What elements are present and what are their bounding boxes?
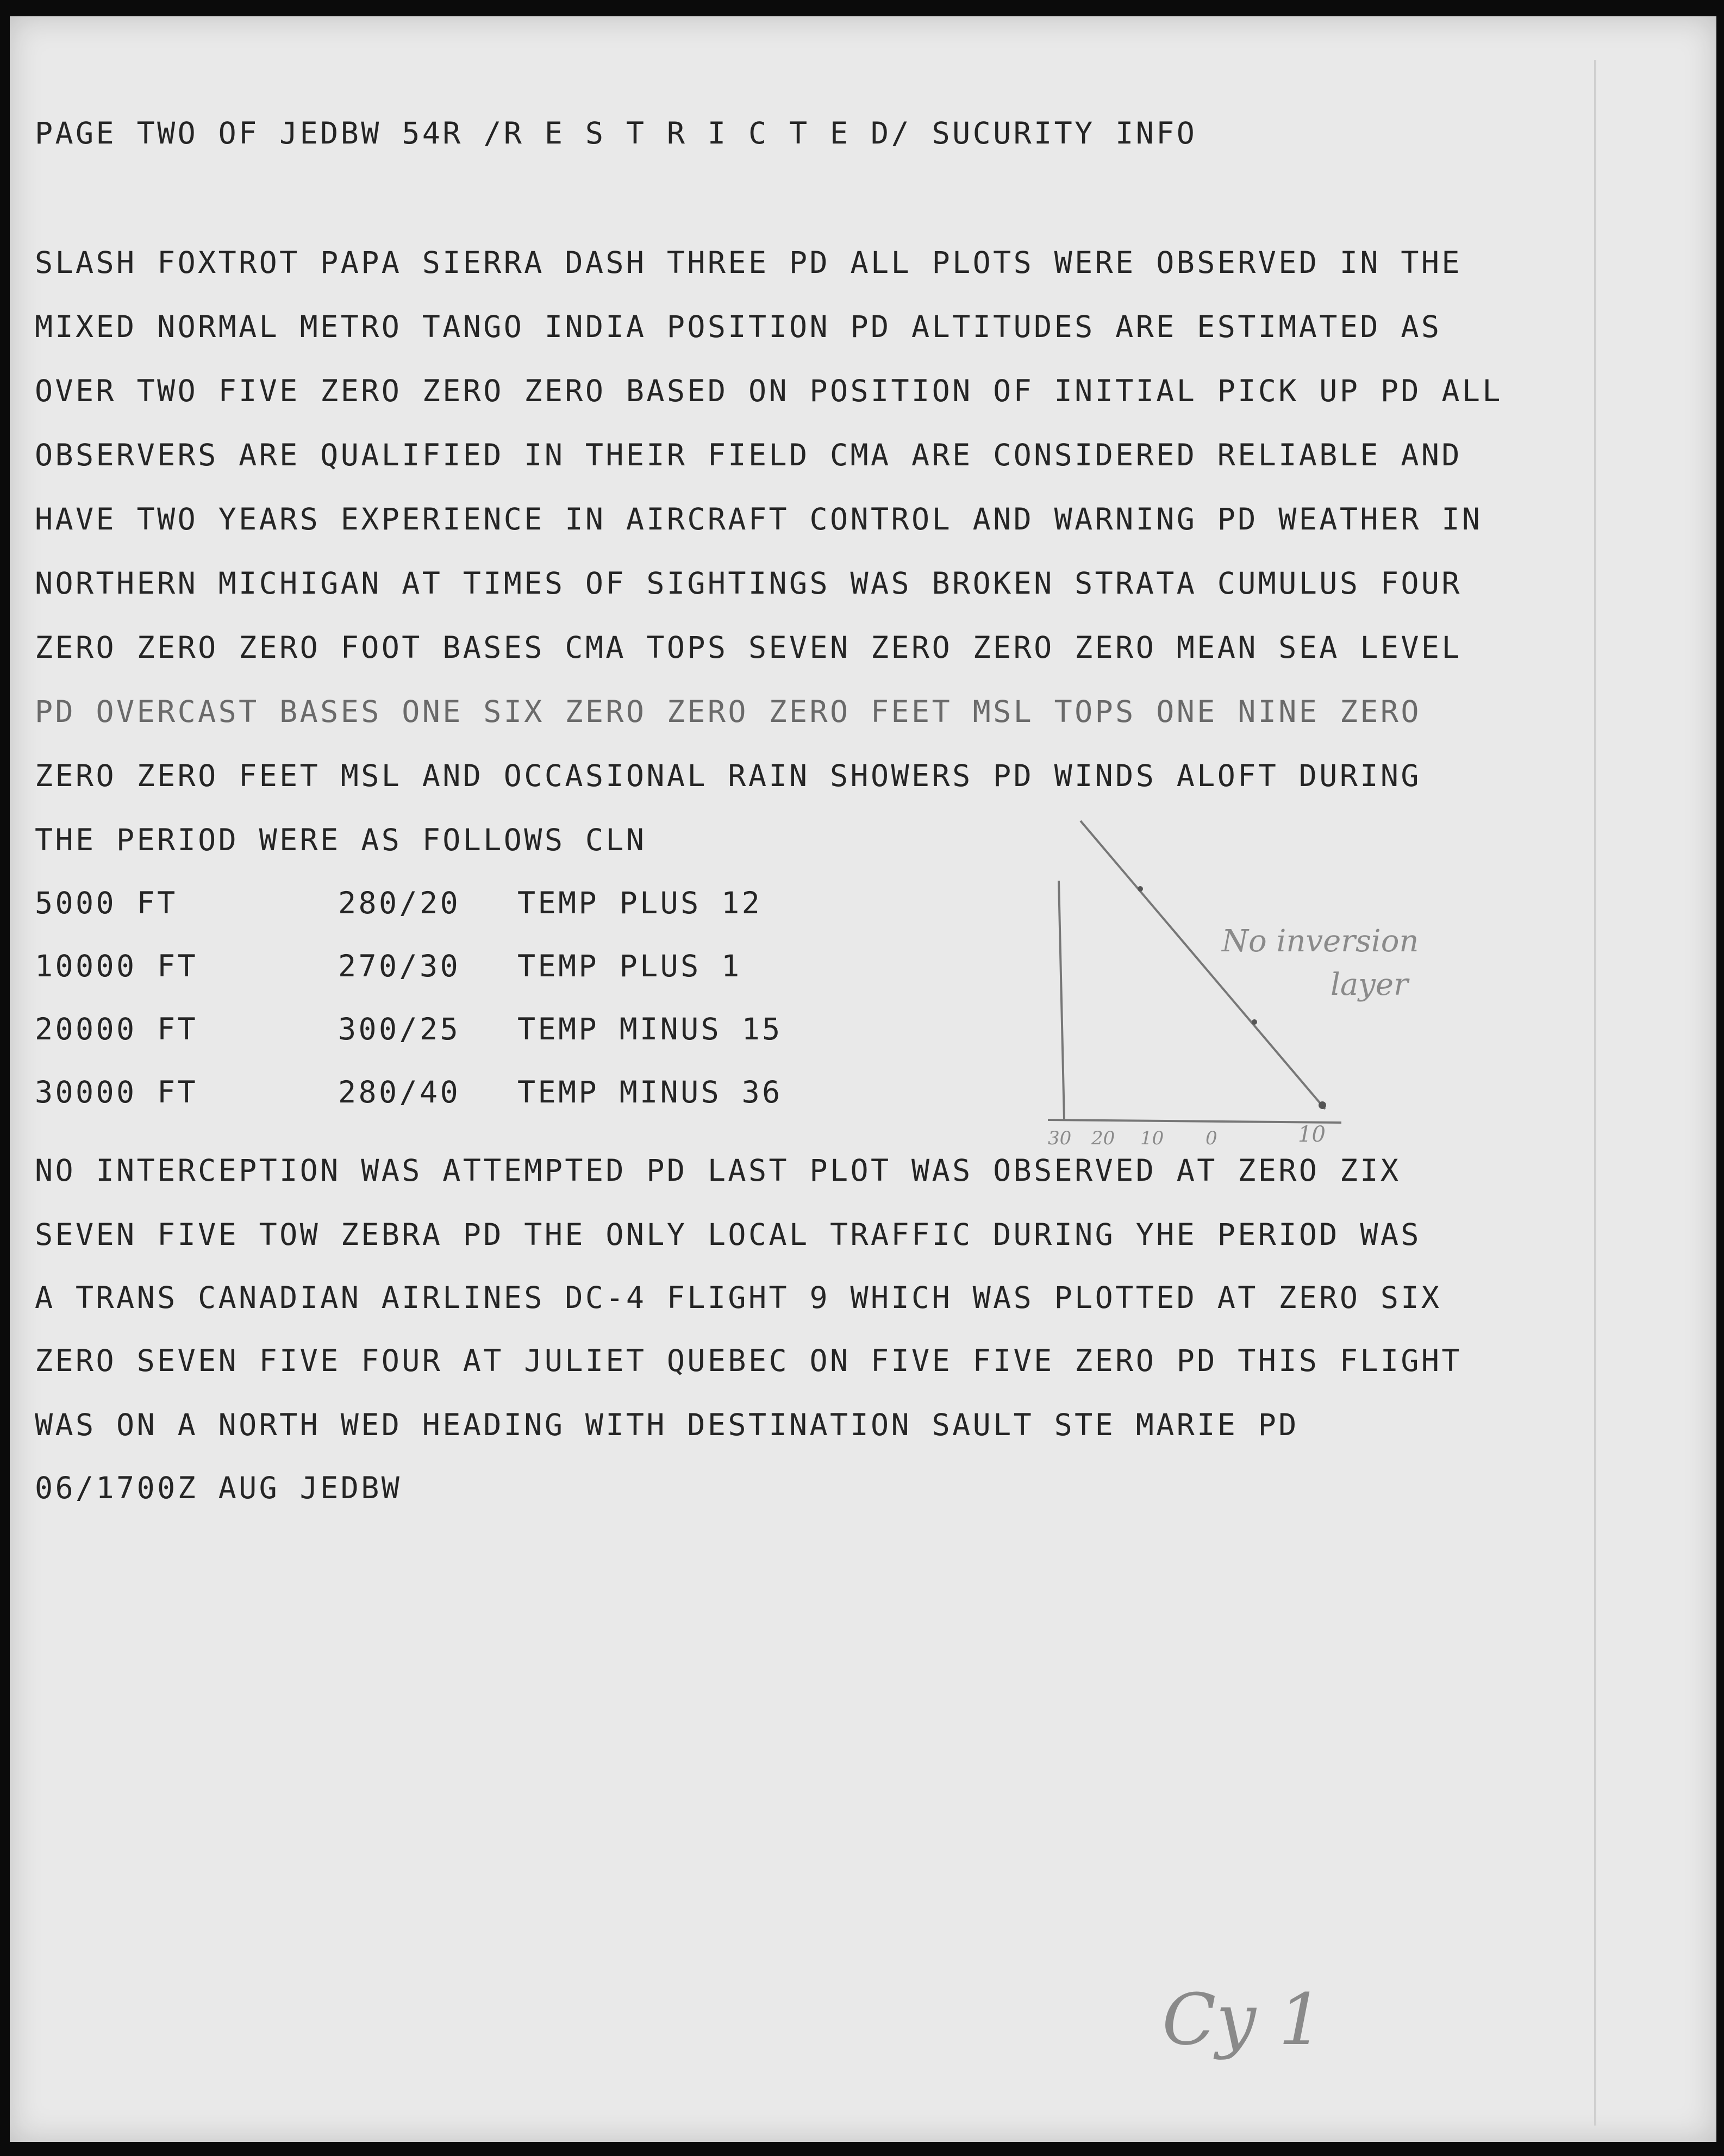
winds-temperature: TEMP PLUS 12	[517, 886, 763, 920]
body-line: SLASH FOXTROT PAPA SIERRA DASH THREE PD ALL PLOTS WERE OBSERVED IN THE	[35, 245, 1462, 280]
winds-altitude: 10000 FT	[35, 949, 198, 983]
sketch-tick: 10	[1298, 1122, 1326, 1147]
winds-temperature: TEMP MINUS 36	[517, 1075, 783, 1110]
body-line: PD OVERCAST BASES ONE SIX ZERO ZERO ZERO FEET MSL TOPS ONE NINE ZERO	[35, 694, 1421, 729]
sketch-tick: 30	[1048, 1127, 1072, 1149]
body-line: OVER TWO FIVE ZERO ZERO ZERO BASED ON POSITION OF INITIAL PICK UP PD ALL	[35, 373, 1503, 408]
winds-direction-speed: 300/25	[338, 1012, 461, 1046]
winds-altitude: 20000 FT	[35, 1012, 198, 1046]
body-line: MIXED NORMAL METRO TANGO INDIA POSITION PD ALTITUDES ARE ESTIMATED AS	[35, 309, 1442, 344]
winds-direction-speed: 280/40	[338, 1075, 461, 1110]
winds-altitude: 5000 FT	[35, 886, 178, 920]
sketch-vertical-axis	[1059, 881, 1064, 1120]
winds-direction-speed: 280/20	[338, 886, 461, 920]
document-page	[10, 16, 1716, 2142]
body-line: NO INTERCEPTION WAS ATTEMPTED PD LAST PLOT WAS OBSERVED AT ZERO ZIX	[35, 1153, 1401, 1188]
winds-temperature: TEMP PLUS 1	[517, 949, 742, 983]
winds-temperature: TEMP MINUS 15	[517, 1012, 783, 1046]
page-fold-edge	[1594, 60, 1596, 2126]
sketch-tick: 10	[1140, 1127, 1164, 1149]
copy-mark-text: Cy 1	[1162, 1978, 1323, 2061]
teletype-header: PAGE TWO OF JEDBW 54R /R E S T R I C T E D/ SUCURITY INFO	[35, 116, 1197, 151]
body-line: THE PERIOD WERE AS FOLLOWS CLN	[35, 822, 647, 857]
winds-direction-speed: 270/30	[338, 949, 461, 983]
handwritten-temperature-sketch	[1015, 815, 1532, 1163]
body-line: A TRANS CANADIAN AIRLINES DC-4 FLIGHT 9 WHICH WAS PLOTTED AT ZERO SIX	[35, 1280, 1442, 1315]
winds-altitude: 30000 FT	[35, 1075, 198, 1110]
body-line: HAVE TWO YEARS EXPERIENCE IN AIRCRAFT CONTROL AND WARNING PD WEATHER IN	[35, 502, 1483, 537]
handwritten-copy-mark	[1151, 1962, 1379, 2088]
sketch-tick: 0	[1205, 1127, 1217, 1149]
sketch-lapse-line	[1080, 821, 1325, 1109]
body-line: ZERO SEVEN FIVE FOUR AT JULIET QUEBEC ON FIVE FIVE ZERO PD THIS FLIGHT	[35, 1343, 1462, 1378]
body-line: NORTHERN MICHIGAN AT TIMES OF SIGHTINGS WAS BROKEN STRATA CUMULUS FOUR	[35, 566, 1462, 601]
sketch-note-line2: layer	[1331, 967, 1408, 1002]
sketch-horizontal-axis	[1048, 1120, 1341, 1123]
body-line: OBSERVERS ARE QUALIFIED IN THEIR FIELD CMA ARE CONSIDERED RELIABLE AND	[35, 438, 1462, 472]
sketch-note-line1: No inversion	[1222, 924, 1419, 959]
sketch-point	[1138, 886, 1143, 892]
body-line: ZERO ZERO FEET MSL AND OCCASIONAL RAIN SHOWERS PD WINDS ALOFT DURING	[35, 758, 1421, 793]
body-line: WAS ON A NORTH WED HEADING WITH DESTINATION SAULT STE MARIE PD	[35, 1407, 1299, 1442]
sketch-point	[1319, 1101, 1326, 1109]
sketch-tick: 20	[1091, 1127, 1115, 1149]
body-line: ZERO ZERO ZERO FOOT BASES CMA TOPS SEVEN ZERO ZERO ZERO MEAN SEA LEVEL	[35, 630, 1462, 665]
body-line: SEVEN FIVE TOW ZEBRA PD THE ONLY LOCAL TRAFFIC DURING YHE PERIOD WAS	[35, 1217, 1421, 1252]
dateline: 06/1700Z AUG JEDBW	[35, 1470, 402, 1505]
sketch-point	[1252, 1019, 1257, 1025]
